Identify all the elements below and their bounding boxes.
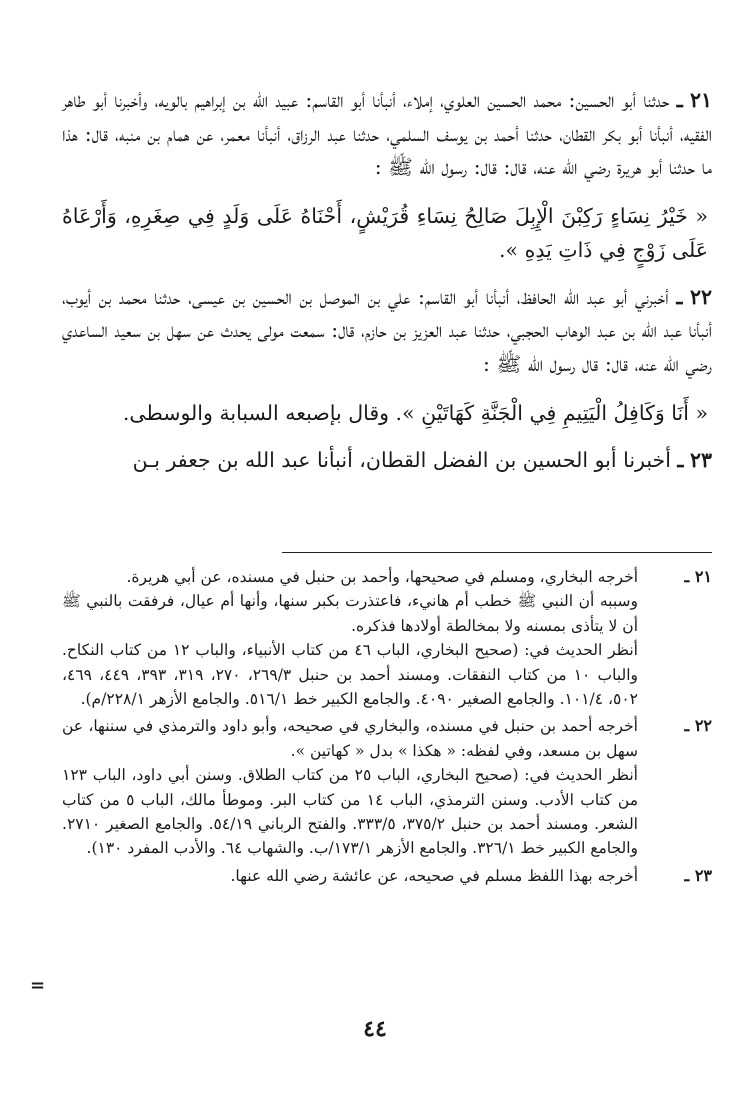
footnote-line: أخرجه أحمد بن حنبل في مسنده، والبخاري في صحيحه، وأبو داود والترمذي في سننها، عن سهل بن مسعد، وفي لفظه: « هكذا » بدل « كهاتين ». (62, 717, 638, 760)
footnote-23 (62, 864, 712, 888)
hadith-number: ٢٢ (689, 284, 712, 309)
number-dash: ـ (676, 88, 683, 112)
footnotes (62, 565, 712, 891)
footnote-line: أنظر الحديث في: (صحيح البخاري، الباب ٤٦ من كتاب الأنبياء، والباب ١٢ من كتاب النكاح. والباب ١٠ من كتاب النفقات. ومسند أحمد بن حنبل ٢٦٩/٣، ٢٧٠، ٣١٩، ٣٩٣، ٤٤٩، ٤٦٩، ٥٠٢، ١٠١/٤. والجامع الصغير ٤٠٩٠. والجامع الكبير خط ٥١٦/١. والجامع الأزهر ٢٢٨/١/م). (62, 641, 639, 709)
isnad-text: أخبرني أبو عبد الله الحافظ، أنبأنا أبو القاسم: علي بن الموصل بن الحسين بن عيسى، حدثنا محمد بن أيوب، أنبأنا عبد الله بن عبد الوهاب الحجبي، حدثنا عبد العزيز بن حازم، قال: سمعت مولى يحدث عن سهل بن سعيد الساعدي رضي الله عنه، قال: قال رسول الله ﷺ : (62, 284, 712, 376)
footnote-separator (282, 552, 712, 553)
footnote-line: وسببه أن النبي ﷺ خطب أم هانيء، فاعتذرت بكبر سنها، وأنها أم عيال، فرفقت بالنبي ﷺ أن لا يتأذى بمسنه ولا بمخالطة أولادها فذكره. (62, 592, 638, 635)
hadith-22-matn: « أَنَا وَكَافِلُ الْيَتِيمِ فِي الْجَنَّةِ كَهَاتَيْنِ ». وقال بإصبعه السبابة والوسطى. (122, 400, 708, 425)
footnote-line: أخرجه البخاري، ومسلم في صحيحها، وأحمد بن حنبل في مسنده، عن أبي هريرة. (126, 568, 638, 586)
number-dash: ـ (677, 447, 684, 472)
isnad-text: أخبرنا أبو الحسين بن الفضل القطان، أنبأنا عبد الله بن جعفر بـن (132, 447, 671, 472)
page-number: ٤٤ (363, 1016, 387, 1042)
footnote-line: أخرجه بهذا اللفظ مسلم في صحيحه، عن عائشة رضي الله عنها. (230, 866, 638, 885)
main-text (62, 84, 712, 477)
continuation-mark: = (30, 975, 46, 996)
hadith-number: ٢٣ (689, 447, 712, 472)
hadith-number: ٢١ (689, 88, 712, 112)
footnote-number: ٢٣ ـ (684, 865, 712, 885)
footnote-21 (62, 565, 712, 711)
footnote-number: ٢١ ـ (684, 567, 712, 586)
hadith-22-isnad (62, 281, 712, 382)
footnote-number: ٢٢ ـ (684, 716, 712, 736)
isnad-text: حدثنا أبو الحسين: محمد الحسين العلوي، إملاء، أنبأنا أبو القاسم: عبيد الله بن إبراهيم بالويه، وأخبرنا أبو طاهر الفقيه، أنبأنا أبو بكر القطان، حدثنا أحمد بن يوسف السلمي، حدثنا عبد الرزاق، أنبأنا معمر، عن همام بن منبه، قال: هذا ما حدثنا أبو هريرة رضي الله عنه، قال: قال: رسول الله ﷺ : (62, 88, 712, 180)
hadith-21-matn: « خَيْرُ نِسَاءٍ رَكِبْنَ الْإِبِلَ صَالِحُ نِسَاءِ قُرَيْشٍ، أَحْنَاهُ عَلَى وَلَدٍ فِي صِغَرِهِ، وَأَرْعَاهُ عَلَى زَوْجٍ فِي ذَاتِ يَدِهِ ». (62, 203, 708, 262)
hadith-21-isnad (62, 84, 712, 185)
footnote-22 (62, 714, 712, 860)
number-dash: ـ (676, 284, 683, 309)
hadith-23-isnad (62, 444, 712, 478)
footnote-line: أنظر الحديث في: (صحيح البخاري، الباب ٢٥ من كتاب الطلاق. وسنن أبي داود، الباب ١٢٣ من كتاب الأدب. وسنن الترمذي، الباب ١٤ من كتاب البر. وموطأ مالك، الباب ٥ من كتاب الشعر. ومسند أحمد بن حنبل ٣٧٥/٢، ٣٣٣/٥. والفتح الرباني ٥٤/١٩. والجامع الصغير ٢٧١٠. والجامع الكبير خط ٣٢٦/١. والجامع الأزهر ١٧٣/١/ب. والشهاب ٦٤. والأدب المفرد ١٣٠). (62, 766, 638, 858)
